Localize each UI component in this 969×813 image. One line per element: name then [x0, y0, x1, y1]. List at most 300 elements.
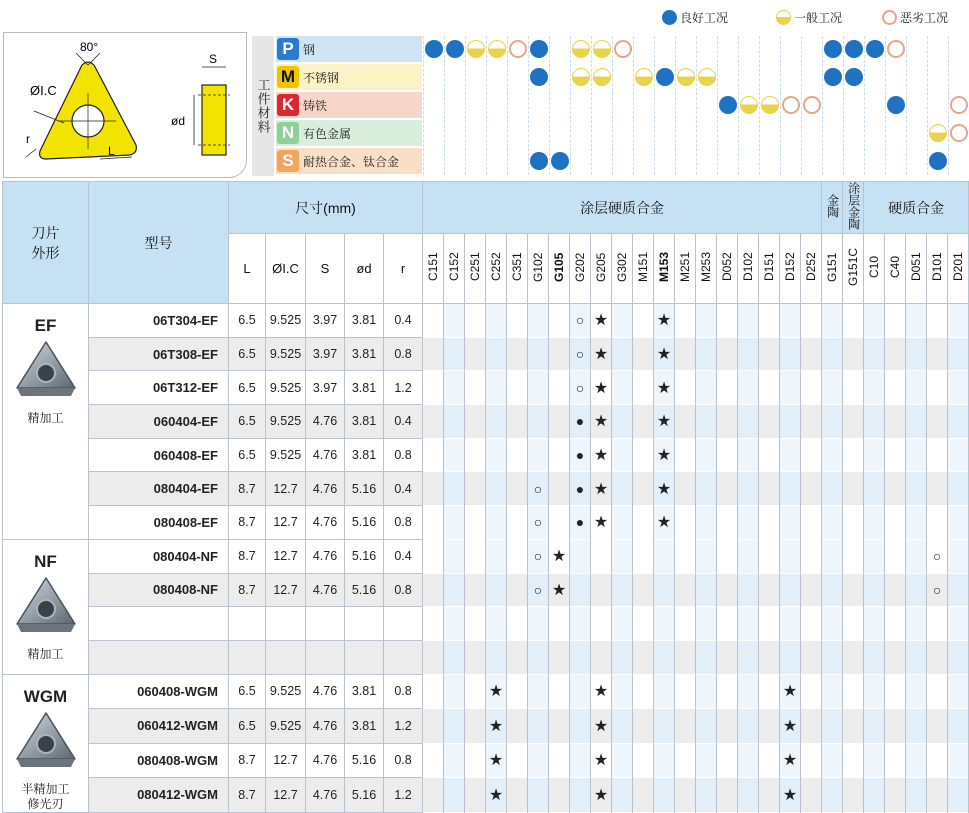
grade-cell [507, 743, 528, 778]
material-cell [717, 120, 738, 147]
dim-cell-l: 8.7 [229, 539, 266, 573]
grade-cell [864, 607, 885, 641]
grade-cell [801, 573, 822, 607]
dim-cell-s: 4.76 [306, 405, 345, 439]
grade-cell [549, 539, 570, 573]
normal-condition-icon [698, 68, 716, 86]
dim-cell-ic: 9.525 [266, 304, 306, 338]
material-cell [423, 64, 444, 91]
grade-cell [801, 337, 822, 371]
grade-cell [633, 573, 654, 607]
grade-cell [507, 371, 528, 405]
dim-cell-ic: 9.525 [266, 405, 306, 439]
grade-cell [591, 438, 612, 472]
grade-cell [822, 607, 843, 641]
grade-cell [570, 674, 591, 709]
dim-cell-ic [266, 640, 306, 674]
shape-header: 刀片外形 [3, 182, 89, 304]
open-circle-icon: ○ [575, 312, 585, 329]
dim-cell-d: 5.16 [345, 472, 384, 506]
grade-cell [927, 674, 948, 709]
grade-cell [465, 506, 486, 540]
recommended-star-icon: ★ [488, 717, 504, 735]
grade-header-d252: D252 [801, 234, 822, 304]
grade-cell [948, 506, 969, 540]
grade-header-c40: C40 [885, 234, 906, 304]
grade-cell [780, 472, 801, 506]
grade-cell [948, 337, 969, 371]
material-cell [843, 120, 864, 147]
grade-cell [738, 405, 759, 439]
grade-cell [696, 405, 717, 439]
grade-cell [591, 337, 612, 371]
grade-cell [738, 337, 759, 371]
grade-cell [591, 778, 612, 813]
grade-cell [528, 405, 549, 439]
grade-cell [885, 539, 906, 573]
grade-cell [570, 539, 591, 573]
material-cell [633, 92, 654, 119]
material-cell [528, 92, 549, 119]
recommended-star-icon: ★ [593, 413, 609, 431]
material-row-p [276, 36, 422, 62]
grade-cell [843, 709, 864, 744]
grade-cell [759, 743, 780, 778]
grade-cell [738, 778, 759, 813]
grade-cell [444, 573, 465, 607]
material-cell [486, 148, 507, 175]
material-cell [717, 92, 738, 119]
grade-cell [591, 304, 612, 338]
table-row [3, 405, 969, 439]
grade-cell [927, 607, 948, 641]
material-cell [423, 148, 444, 175]
grade-cell [822, 539, 843, 573]
grade-header-c351: C351 [507, 234, 528, 304]
open-circle-icon: ○ [932, 548, 942, 565]
grade-cell [486, 778, 507, 813]
grade-cell [570, 640, 591, 674]
dim-cell-ic [266, 607, 306, 641]
table-row [3, 709, 969, 744]
grade-cell [675, 438, 696, 472]
grade-cell [507, 674, 528, 709]
model-cell: 06T308-EF [89, 337, 229, 371]
grade-cell [612, 405, 633, 439]
grade-cell [507, 709, 528, 744]
recommended-star-icon: ★ [551, 548, 567, 566]
recommended-star-icon: ★ [782, 752, 798, 770]
material-grade-grid [423, 36, 969, 176]
table-row [3, 304, 969, 338]
insert-geometry-drawing [4, 33, 248, 179]
material-cell [864, 148, 885, 175]
grade-cell [528, 337, 549, 371]
dim-cell-s: 3.97 [306, 371, 345, 405]
dim-cell-s: 3.97 [306, 304, 345, 338]
grade-cell [738, 472, 759, 506]
material-cell [465, 64, 486, 91]
grade-cell [612, 674, 633, 709]
grade-cell [633, 743, 654, 778]
grade-cell [696, 640, 717, 674]
grade-cell [549, 640, 570, 674]
dim-cell-r: 0.8 [384, 506, 423, 540]
grade-cell [549, 674, 570, 709]
table-row [3, 438, 969, 472]
grade-cell [843, 506, 864, 540]
grade-cell [906, 472, 927, 506]
material-letter-k: K [277, 94, 299, 116]
grade-cell [486, 743, 507, 778]
material-cell [675, 36, 696, 63]
dim-cell-d: 5.16 [345, 506, 384, 540]
dim-cell-l: 6.5 [229, 709, 266, 744]
good-condition-icon [446, 40, 464, 58]
material-cell [612, 92, 633, 119]
grade-cell [696, 778, 717, 813]
grade-header-g205: G205 [591, 234, 612, 304]
normal-condition-icon [593, 68, 611, 86]
material-cell [675, 148, 696, 175]
grade-cell [822, 472, 843, 506]
grade-cell [444, 709, 465, 744]
grade-cell [738, 539, 759, 573]
dim-cell-ic: 9.525 [266, 438, 306, 472]
grade-header-c151: C151 [423, 234, 444, 304]
grade-cell [696, 371, 717, 405]
material-cell [927, 148, 948, 175]
dim-cell-s: 3.97 [306, 337, 345, 371]
grade-cell [843, 539, 864, 573]
material-cell [675, 64, 696, 91]
grade-cell [864, 539, 885, 573]
good-condition-icon [929, 152, 947, 170]
grade-cell [738, 743, 759, 778]
grade-cell [423, 539, 444, 573]
grade-cell [423, 607, 444, 641]
grade-cell [759, 674, 780, 709]
insert-photo-icon [11, 336, 81, 402]
grade-cell [822, 304, 843, 338]
grade-cell [717, 405, 738, 439]
grade-cell [948, 743, 969, 778]
grade-cell [948, 573, 969, 607]
grade-cell [612, 709, 633, 744]
material-cell [801, 148, 822, 175]
dim-cell-l: 8.7 [229, 472, 266, 506]
material-cell [696, 148, 717, 175]
grade-header-g105: G105 [549, 234, 570, 304]
shape-name: EF [34, 316, 57, 335]
grade-cell [906, 371, 927, 405]
grade-cell [927, 371, 948, 405]
material-cell [885, 64, 906, 91]
dim-cell-ic: 12.7 [266, 472, 306, 506]
grade-cell [465, 674, 486, 709]
material-cell [801, 120, 822, 147]
material-cell [927, 120, 948, 147]
grade-header-m151: M151 [633, 234, 654, 304]
material-cell [486, 64, 507, 91]
grade-cell [885, 438, 906, 472]
material-cell [675, 120, 696, 147]
grade-cell [570, 337, 591, 371]
good-condition-icon [719, 96, 737, 114]
grade-cell [507, 778, 528, 813]
dim-cell-ic: 12.7 [266, 506, 306, 540]
grade-cell [612, 778, 633, 813]
grade-cell [801, 640, 822, 674]
material-cell [444, 120, 465, 147]
grade-cell [423, 640, 444, 674]
grade-cell [654, 709, 675, 744]
good-condition-icon [656, 68, 674, 86]
grade-cell [948, 778, 969, 813]
grade-cell [570, 573, 591, 607]
grade-cell [906, 778, 927, 813]
grade-cell [486, 709, 507, 744]
material-cell [654, 64, 675, 91]
grade-cell [864, 674, 885, 709]
grade-cell [801, 674, 822, 709]
good-condition-icon [824, 68, 842, 86]
grade-cell [822, 743, 843, 778]
dim-cell-r: 0.4 [384, 405, 423, 439]
material-cell [906, 92, 927, 119]
grade-cell [591, 640, 612, 674]
dim-cell-r: 0.8 [384, 438, 423, 472]
grade-cell [927, 405, 948, 439]
material-cell [696, 36, 717, 63]
model-cell [89, 607, 229, 641]
material-cell [423, 36, 444, 63]
grade-cell [864, 778, 885, 813]
material-cell [780, 120, 801, 147]
grade-cell [633, 438, 654, 472]
material-title: 工件材料 [252, 36, 274, 176]
material-cell [612, 148, 633, 175]
material-cell [591, 148, 612, 175]
grade-cell [780, 539, 801, 573]
grade-header-d152: D152 [780, 234, 801, 304]
material-cell [654, 148, 675, 175]
grade-cell [717, 337, 738, 371]
grade-cell [549, 506, 570, 540]
grade-cell [885, 371, 906, 405]
grade-cell [717, 304, 738, 338]
recommended-star-icon: ★ [656, 480, 672, 498]
grade-cell [738, 674, 759, 709]
dim-cell-d: 3.81 [345, 438, 384, 472]
grade-cell [927, 337, 948, 371]
grade-cell [444, 472, 465, 506]
grade-cell [927, 640, 948, 674]
grade-cell [864, 743, 885, 778]
grade-cell [549, 337, 570, 371]
material-cell [507, 148, 528, 175]
table-row [3, 573, 969, 607]
grade-cell [486, 674, 507, 709]
grade-cell [738, 304, 759, 338]
dim-cell-s: 4.76 [306, 438, 345, 472]
shape-desc: 半精加工 修光刃 [21, 781, 70, 811]
grade-cell [801, 778, 822, 813]
dim-cell-r [384, 640, 423, 674]
grade-cell [885, 472, 906, 506]
material-cell [654, 92, 675, 119]
dim-cell-d [345, 640, 384, 674]
grade-cell [591, 674, 612, 709]
material-cell [801, 92, 822, 119]
grade-cell [675, 405, 696, 439]
grade-cell [759, 405, 780, 439]
material-cell [717, 36, 738, 63]
dim-cell-d: 3.81 [345, 709, 384, 744]
table-row [3, 743, 969, 778]
grade-cell [864, 438, 885, 472]
grade-header-d102: D102 [738, 234, 759, 304]
grade-cell [465, 472, 486, 506]
grade-cell [612, 539, 633, 573]
dim-cell-r: 1.2 [384, 778, 423, 813]
grade-cell [801, 405, 822, 439]
grade-cell [780, 709, 801, 744]
material-cell [486, 120, 507, 147]
grade-cell [423, 438, 444, 472]
filled-circle-icon: ● [575, 413, 585, 430]
grade-cell [696, 506, 717, 540]
dim-cell-ic: 12.7 [266, 573, 306, 607]
grade-cell [654, 607, 675, 641]
bad-condition-icon [509, 40, 527, 58]
model-cell: 080404-NF [89, 539, 229, 573]
material-cell [528, 36, 549, 63]
material-cell [528, 120, 549, 147]
grade-cell [780, 778, 801, 813]
grade-cell [696, 573, 717, 607]
grade-cell [423, 371, 444, 405]
material-cell [780, 36, 801, 63]
material-cell [549, 36, 570, 63]
grade-cell [612, 371, 633, 405]
table-row [3, 506, 969, 540]
shape-name: WGM [23, 686, 68, 706]
grade-cell [885, 573, 906, 607]
material-cell [444, 92, 465, 119]
ic-label: ØI.C [30, 83, 57, 98]
grade-cell [738, 640, 759, 674]
grade-cell [696, 674, 717, 709]
grade-header-c10: C10 [864, 234, 885, 304]
grade-cell [717, 640, 738, 674]
grade-cell [843, 472, 864, 506]
grade-cell [780, 337, 801, 371]
good-condition-icon [887, 96, 905, 114]
material-cell [465, 36, 486, 63]
material-letter-m: M [277, 66, 299, 88]
grade-cell [948, 674, 969, 709]
material-cell [738, 64, 759, 91]
grade-cell [843, 371, 864, 405]
recommended-star-icon: ★ [782, 786, 798, 804]
grade-cell [444, 674, 465, 709]
material-cell [423, 120, 444, 147]
recommended-star-icon: ★ [656, 312, 672, 330]
grade-cell [780, 438, 801, 472]
grade-cell [948, 304, 969, 338]
dim-cell-r: 0.8 [384, 337, 423, 371]
material-cell [549, 92, 570, 119]
grade-cell [486, 472, 507, 506]
grade-cell [717, 539, 738, 573]
dim-cell-l [229, 607, 266, 641]
material-cell [465, 92, 486, 119]
grade-cell [864, 304, 885, 338]
grade-cell [591, 371, 612, 405]
grade-cell [780, 640, 801, 674]
grade-cell [717, 506, 738, 540]
legend [640, 6, 969, 28]
grade-cell [612, 743, 633, 778]
material-cell [738, 148, 759, 175]
grade-cell [465, 709, 486, 744]
grade-cell [549, 573, 570, 607]
grade-cell [843, 573, 864, 607]
grade-cell [780, 304, 801, 338]
grade-cell [465, 607, 486, 641]
grade-cell [486, 539, 507, 573]
open-circle-icon: ○ [575, 346, 585, 363]
grade-cell [591, 743, 612, 778]
material-cell [486, 36, 507, 63]
grade-header-d052: D052 [717, 234, 738, 304]
model-cell: 060404-EF [89, 405, 229, 439]
table-row [3, 371, 969, 405]
grade-header-d151: D151 [759, 234, 780, 304]
good-condition-icon [425, 40, 443, 58]
dim-cell-s: 4.76 [306, 743, 345, 778]
grade-cell [570, 743, 591, 778]
grade-header-c251: C251 [465, 234, 486, 304]
grade-cell [465, 743, 486, 778]
filled-circle-icon: ● [575, 514, 585, 531]
material-cell [465, 148, 486, 175]
model-cell: 080408-WGM [89, 743, 229, 778]
material-name: 铸铁 [303, 98, 328, 113]
grade-cell [528, 472, 549, 506]
grade-cell [570, 405, 591, 439]
dim-cell-l: 6.5 [229, 438, 266, 472]
material-cell [759, 148, 780, 175]
grade-cell [654, 778, 675, 813]
dim-cell-d: 3.81 [345, 674, 384, 709]
recommended-star-icon: ★ [593, 312, 609, 330]
material-cell [822, 148, 843, 175]
grade-cell [675, 506, 696, 540]
grade-cell [444, 371, 465, 405]
grade-cell [465, 640, 486, 674]
grade-cell [906, 539, 927, 573]
material-cell [843, 148, 864, 175]
grade-cell [465, 371, 486, 405]
dim-cell-d: 5.16 [345, 778, 384, 813]
recommended-star-icon: ★ [593, 786, 609, 804]
coated-cermet-header: 涂层金陶 [843, 182, 864, 234]
recommended-star-icon: ★ [656, 346, 672, 364]
grade-cell [759, 371, 780, 405]
grade-cell [612, 573, 633, 607]
